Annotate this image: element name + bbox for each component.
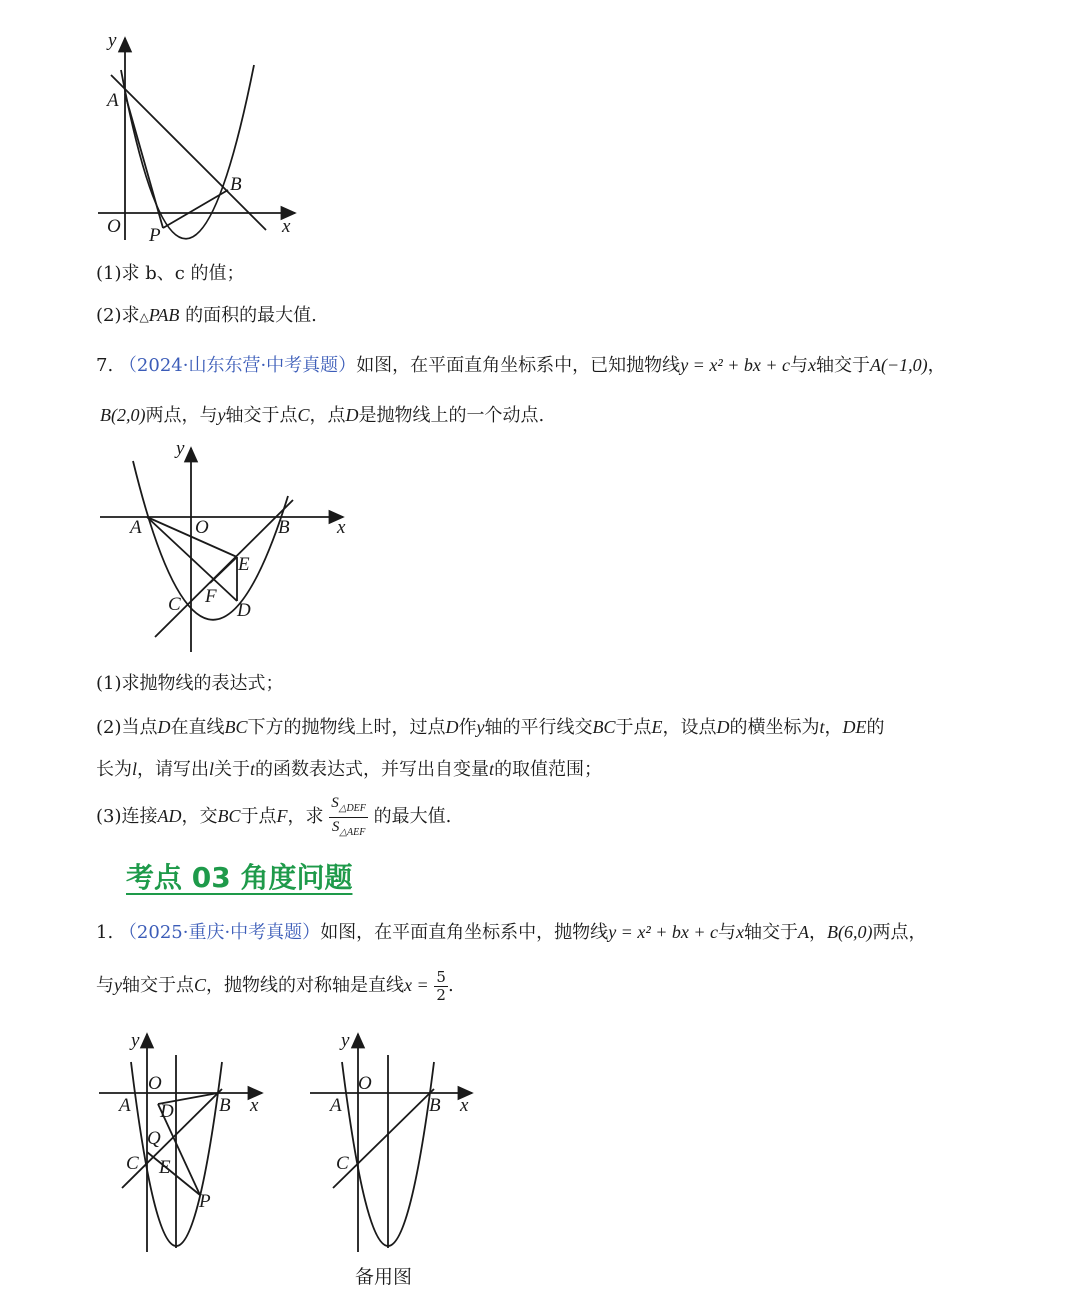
label-y: y <box>108 30 117 51</box>
prev-q1: (1)求 b、c 的值； <box>96 263 245 284</box>
label-A: A <box>119 1095 131 1116</box>
prev-q2: (2)求△PAB 的面积的最大值. <box>96 305 317 326</box>
p1-figure-backup <box>305 1028 480 1258</box>
label-Q: Q <box>147 1128 161 1149</box>
p7-q2-line1: (2)当点D在直线BC下方的抛物线上时，过点D作y轴的平行线交BC于点E，设点D的横坐标为t，DE的 <box>96 717 885 738</box>
segment-QP <box>147 1152 200 1195</box>
label-y: y <box>341 1030 350 1051</box>
section-heading: 考点 03 角度问题 <box>126 861 353 894</box>
label-C: C <box>336 1153 349 1174</box>
segment-AD <box>147 517 237 601</box>
ratio-fraction: $\frac{S_{\triangle DEF}}{S_{\triangle AEF}}$ <box>331 794 366 838</box>
p7-source: （2024·山东东营·中考真题） <box>118 355 357 376</box>
p7-figure <box>95 435 360 660</box>
label-D: D <box>160 1101 174 1122</box>
p7-line1: 7. （2024·山东东营·中考真题）如图，在平面直角坐标系中，已知抛物线y = x² + bx + c与x轴交于A(−1,0)， <box>96 355 946 376</box>
label-B: B <box>219 1095 231 1116</box>
label-y: y <box>131 1030 140 1051</box>
label-D: D <box>237 600 251 621</box>
top-figure <box>90 25 320 255</box>
p1-figure-main <box>95 1028 270 1258</box>
p7-q2-line2: 长为l，请写出l关于t的函数表达式，并写出自变量t的取值范围； <box>96 759 603 780</box>
label-A: A <box>330 1095 342 1116</box>
label-A: A <box>107 90 119 111</box>
label-C: C <box>168 594 181 615</box>
segment-PB <box>163 190 228 228</box>
label-O: O <box>195 517 209 538</box>
label-O: O <box>107 216 121 237</box>
axis-fraction: $\frac{5}{2}$ <box>436 967 446 1004</box>
segment-FE <box>210 557 237 583</box>
p1-source: （2025·重庆·中考真题） <box>118 922 321 943</box>
segment-AP <box>125 94 163 228</box>
p7-q1: (1)求抛物线的表达式； <box>96 673 284 694</box>
p7-line2: B(2,0)两点，与y轴交于点C，点D是抛物线上的一个动点. <box>100 405 545 426</box>
label-x: x <box>460 1095 469 1116</box>
label-B: B <box>278 517 290 538</box>
p1-line2: 与y轴交于点C，抛物线的对称轴是直线x = $\frac{5}{2}$ . <box>96 967 454 1004</box>
label-O: O <box>148 1073 162 1094</box>
label-O: O <box>358 1073 372 1094</box>
p7-q3: (3)连接AD，交BC于点F，求 $\frac{S_{\triangle DEF}}{S_{\triangle AEF}}$ 的最大值. <box>96 793 451 841</box>
label-E: E <box>238 554 250 575</box>
label-B: B <box>429 1095 441 1116</box>
label-B: B <box>230 174 242 195</box>
label-C: C <box>126 1153 139 1174</box>
label-x: x <box>250 1095 259 1116</box>
label-y: y <box>176 438 185 459</box>
backup-figure-caption: 备用图 <box>355 1266 413 1288</box>
label-P: P <box>149 225 161 246</box>
line-AB <box>111 75 266 230</box>
label-E: E <box>159 1157 171 1178</box>
label-x: x <box>337 517 346 538</box>
label-A: A <box>130 517 142 538</box>
label-x: x <box>282 216 291 237</box>
p1-line1: 1. （2025·重庆·中考真题）如图，在平面直角坐标系中，抛物线y = x² + bx + c与x轴交于A，B(6,0)两点， <box>96 922 927 943</box>
label-P: P <box>199 1191 211 1212</box>
label-F: F <box>205 586 217 607</box>
